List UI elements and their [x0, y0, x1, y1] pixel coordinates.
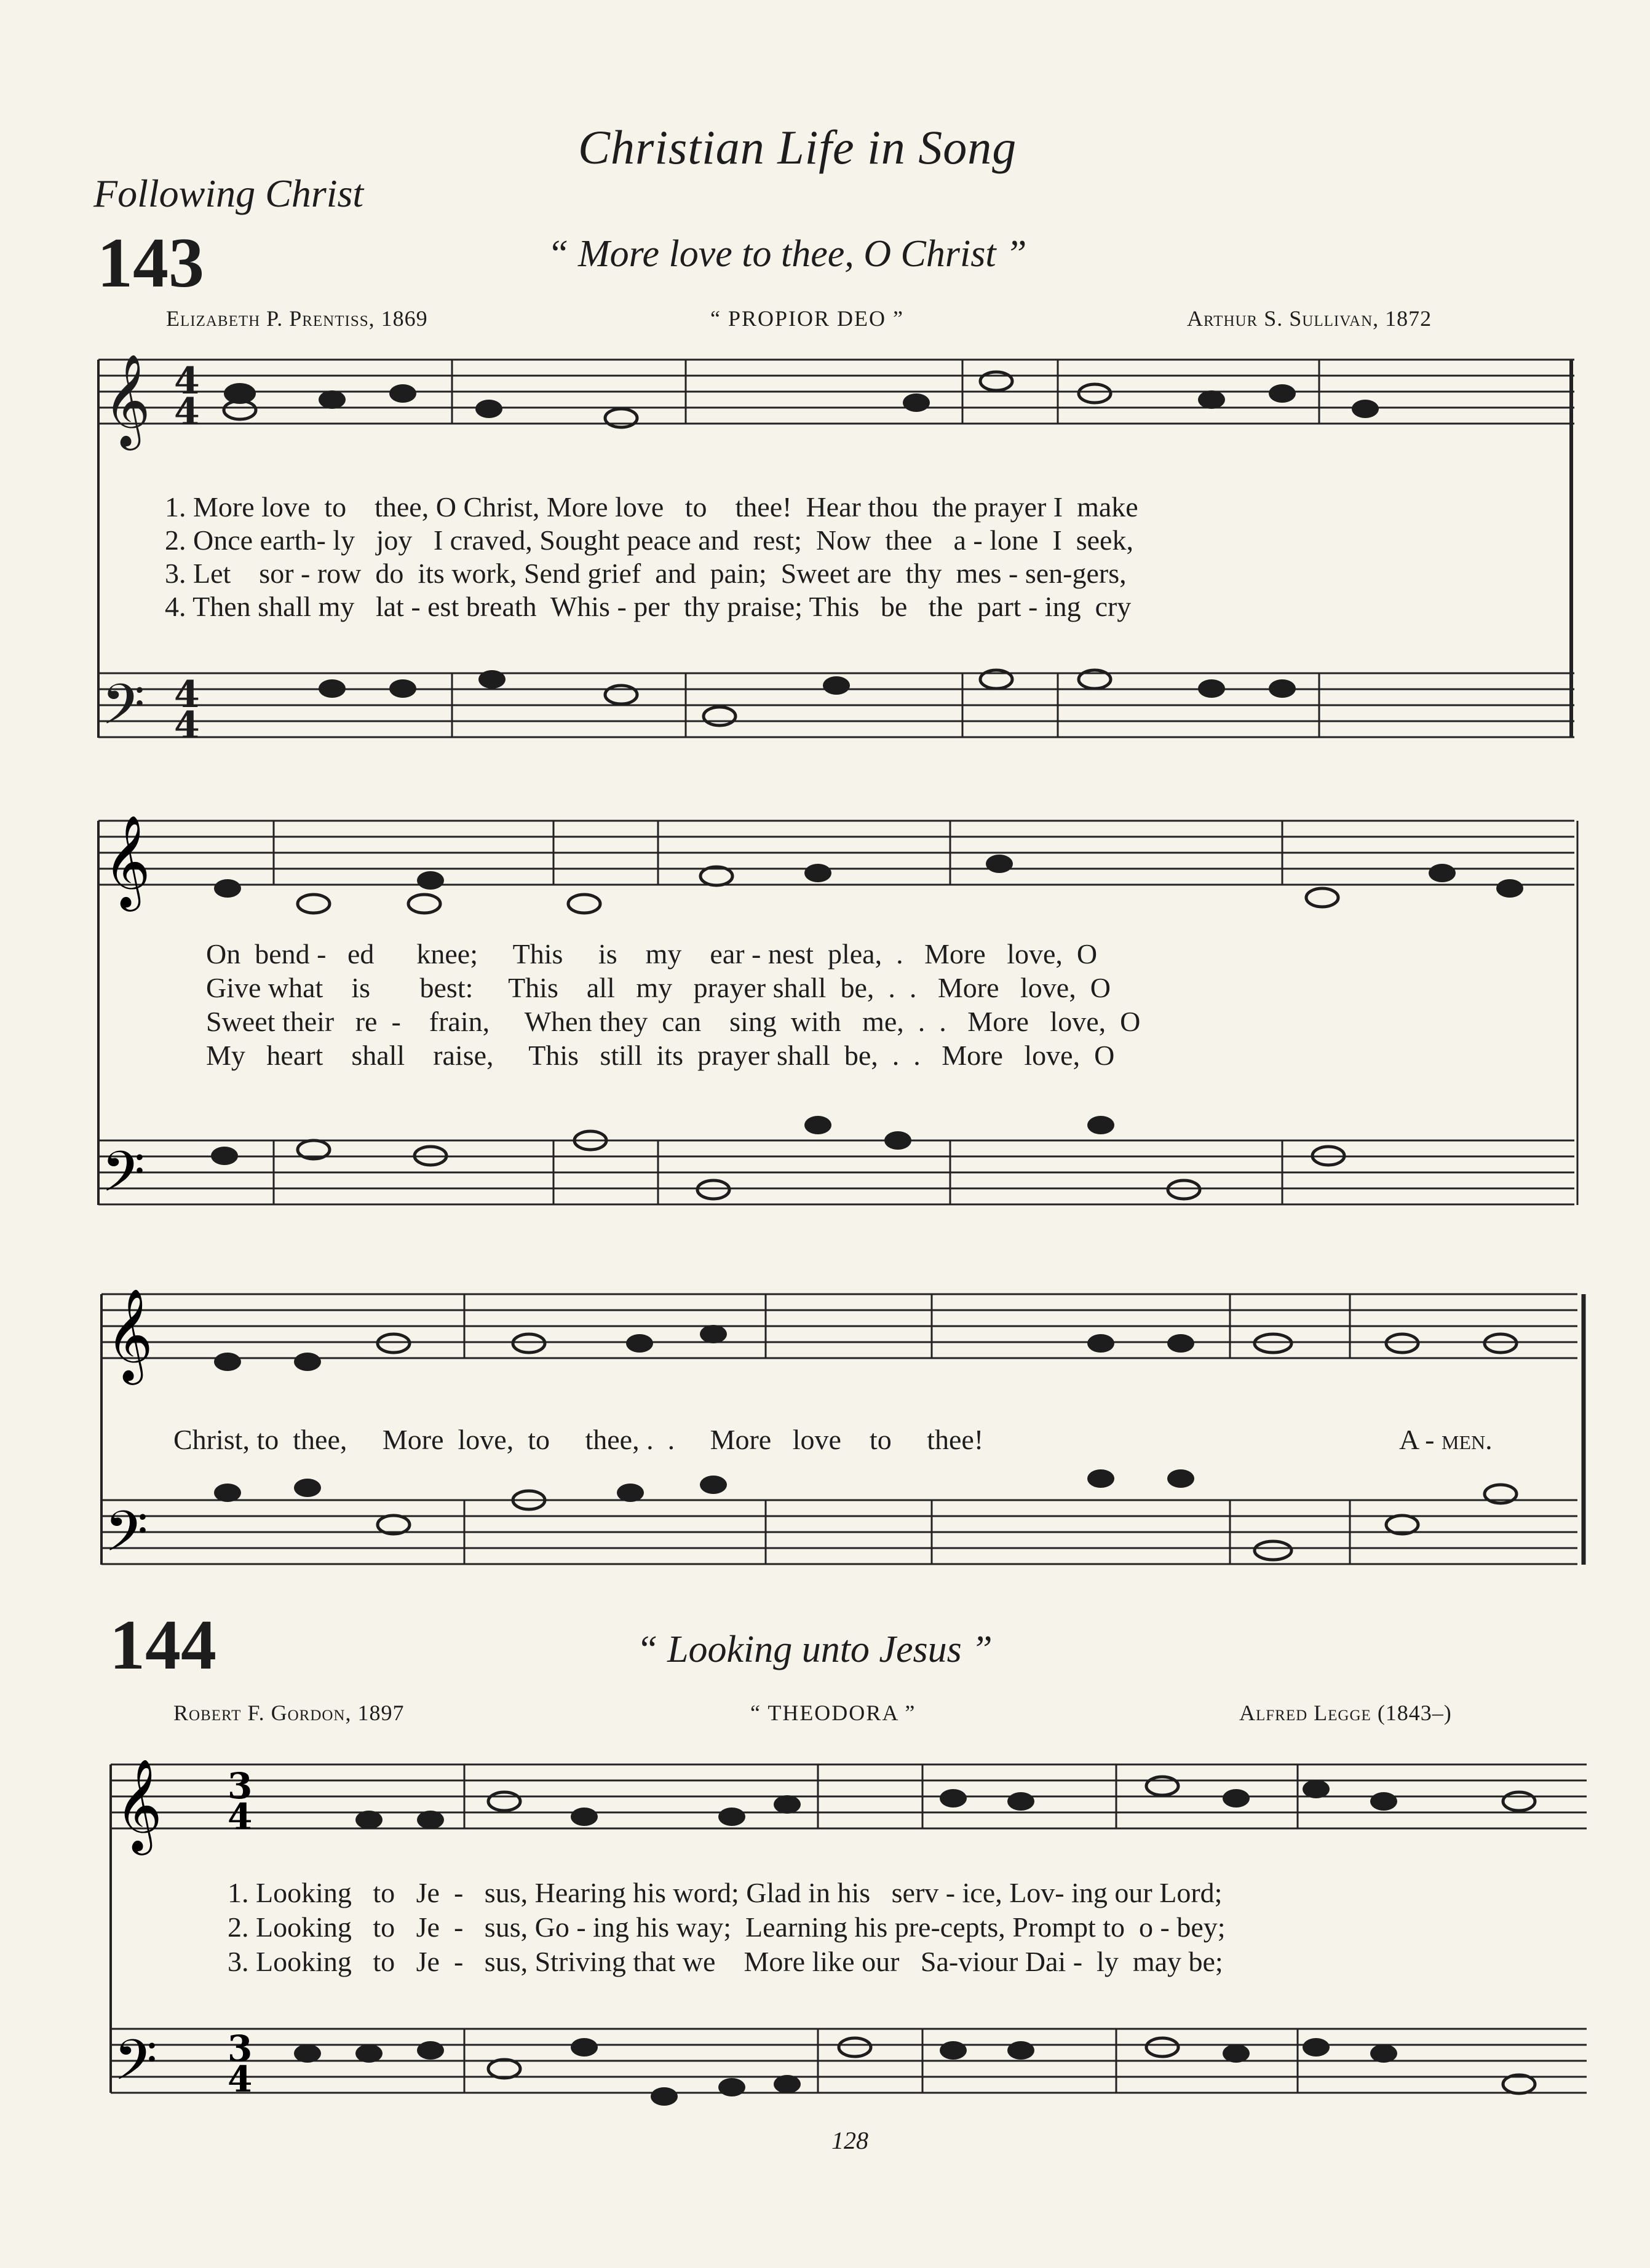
page-number: 128 — [831, 2127, 868, 2154]
verse-1: 1. Looking to Je - sus, Hearing his word; Glad in his serv - ice, Lov- ing our Lord; — [228, 1877, 1223, 1908]
verse-2: 2. Looking to Je - sus, Go - ing his way; Learning his pre-cepts, Prompt to o - bey; — [228, 1911, 1226, 1943]
svg-text:4: 4 — [228, 1796, 253, 1838]
note-heads — [211, 383, 1523, 2106]
svg-text:4: 4 — [174, 390, 200, 433]
refrain-line: Christ, to thee, More love, to thee, . . More love to thee! — [173, 1424, 984, 1455]
amen-label: A - men. — [1399, 1424, 1493, 1455]
svg-text:𝄞: 𝄞 — [103, 814, 151, 907]
verse-1-line-1: 1. More love to thee, O Christ, More love to thee! Hear thou the prayer I make — [165, 491, 1138, 523]
svg-text:4: 4 — [174, 673, 200, 716]
section-title: Following Christ — [93, 172, 364, 215]
svg-text:𝄢: 𝄢 — [114, 2028, 157, 2106]
hymn-tune: “ PROPIOR DEO ” — [710, 306, 904, 331]
hymn-composer: Alfred Legge (1843–) — [1239, 1701, 1452, 1725]
svg-text:𝄢: 𝄢 — [101, 1139, 145, 1218]
verse-4-line-2: My heart shall raise, This still its prayer shall be, . . More love, O — [206, 1040, 1115, 1071]
half-notes — [224, 372, 1535, 2093]
verse-3-line-2: Sweet their re - frain, When they can sing with me, . . More love, O — [206, 1006, 1141, 1037]
svg-text:𝄞: 𝄞 — [103, 353, 151, 446]
hymn-tune: “ THEODORA ” — [750, 1701, 916, 1725]
verse-1-line-2: On bend - ed knee; This is my ear - nest plea, . More love, O — [206, 938, 1098, 970]
hymn-composer: Arthur S. Sullivan, 1872 — [1187, 306, 1432, 331]
svg-text:𝄢: 𝄢 — [105, 1499, 148, 1578]
svg-text:𝄢: 𝄢 — [101, 672, 145, 751]
verse-2-line-1: 2. Once earth- ly joy I craved, Sought peace and rest; Now thee a - lone I seek, — [165, 524, 1133, 556]
hymn-author: Robert F. Gordon, 1897 — [173, 1701, 405, 1725]
book-title: Christian Life in Song — [578, 121, 1017, 174]
svg-text:3: 3 — [228, 1765, 253, 1807]
svg-text:4: 4 — [174, 704, 200, 747]
svg-text:4: 4 — [174, 360, 200, 403]
svg-text:𝄞: 𝄞 — [106, 1287, 153, 1381]
verse-3-line-1: 3. Let sor - row do its work, Send grief and pain; Sweet are thy mes - sen-gers, — [165, 558, 1127, 589]
svg-text:𝄞: 𝄞 — [115, 1758, 162, 1851]
hymn-number: 143 — [97, 224, 204, 302]
hymn-author: Elizabeth P. Prentiss, 1869 — [166, 306, 428, 331]
verse-2-line-2: Give what is best: This all my prayer shall be, . . More love, O — [206, 972, 1111, 1003]
hymn-title: “ Looking unto Jesus ” — [637, 1629, 993, 1670]
hymn-number: 144 — [109, 1606, 216, 1685]
verse-4-line-1: 4. Then shall my lat - est breath Whis - per thy praise; This be the part - ing cry — [165, 591, 1132, 622]
svg-text:4: 4 — [228, 2058, 253, 2100]
verse-3: 3. Looking to Je - sus, Striving that we More like our Sa-viour Dai - ly may be; — [228, 1946, 1223, 1977]
svg-text:3: 3 — [228, 2028, 253, 2069]
hymn-title: “ More love to thee, O Christ ” — [547, 233, 1027, 275]
